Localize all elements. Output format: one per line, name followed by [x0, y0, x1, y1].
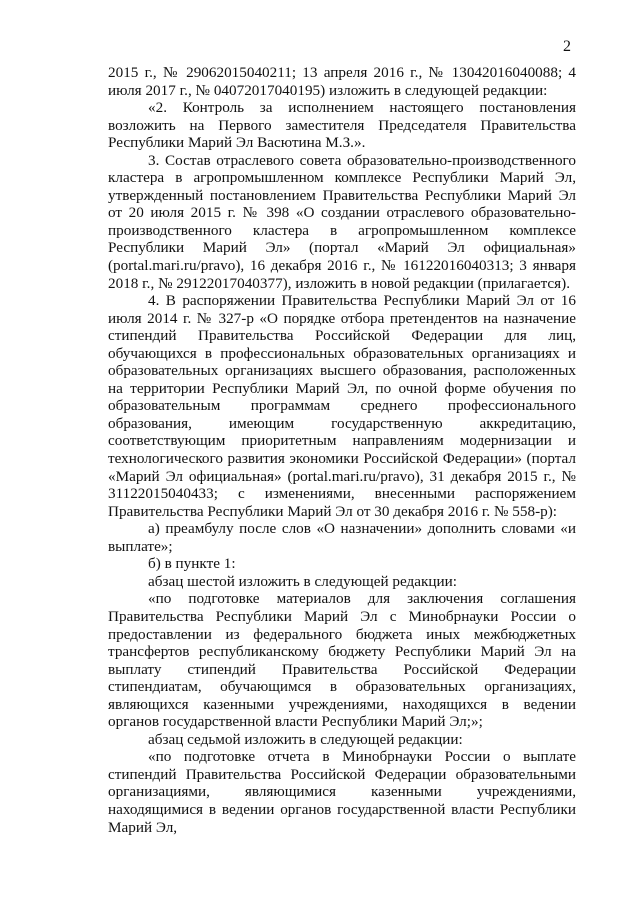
paragraph: абзац седьмой изложить в следующей редакции:	[148, 730, 463, 748]
paragraph: абзац шестой изложить в следующей редакции:	[148, 572, 457, 590]
paragraph: 2015 г., № 29062015040211; 13 апреля 2016 г., № 13042016040088; 4 июля 2017 г., № 04072017040195) изложить в следующей редакции:	[108, 64, 576, 99]
page-number: 2	[563, 38, 571, 55]
paragraph: «2. Контроль за исполнением настоящего постановления возложить на Первого заместителя Председателя Правительства Республики Марий Эл Васютина М.З.».	[108, 99, 576, 152]
paragraph: «по подготовке отчета в Минобрнауки России о выплате стипендий Правительства Российской Федерации образовательными организациями, являющимися казенными учреждениями, находящимися в ведении органов государственной власти Республики Марий Эл,	[108, 748, 576, 836]
paragraph: 4. В распоряжении Правительства Республики Марий Эл от 16 июля 2014 г. № 327-р «О порядке отбора претендентов на назначение стипендий Правительства Российской Федерации для лиц, обучающихся в профессиональных образовательных организациях и образовательных организациях высшего образования, расположенных на территории Республики Марий Эл, по очной форме обучения по образовательным программам среднего профессионального образования, имеющим государственную аккредитацию, соответствующим приоритетным направлениям модернизации и технологического развития экономики Российской Федерации» (портал «Марий Эл официальная» (portal.mari.ru/pravo), 31 декабря 2015 г., № 31122015040433; с изменениями, внесенными распоряжением Правительства Республики Марий Эл от 30 декабря 2016 г. № 558-р):	[108, 292, 576, 520]
paragraph: «по подготовке материалов для заключения соглашения Правительства Республики Марий Эл с Минобрнауки России о предоставлении из федерального бюджета иных межбюджетных трансфертов республиканскому бюджету Республики Марий Эл на выплату стипендий Правительства Российской Федерации стипендиатам, обучающимся в образовательных организациях, являющихся казенными учреждениями, находящихся в ведении органов государственной власти Республики Марий Эл;»;	[108, 590, 576, 731]
paragraph: б) в пункте 1:	[148, 555, 236, 573]
document-body	[108, 64, 576, 836]
paragraph: 3. Состав отраслевого совета образовательно-производственного кластера в агропромышленном комплексе Республики Марий Эл, утвержденный постановлением Правительства Республики Марий Эл от 20 июля 2015 г. № 398 «О создании отраслевого образовательно-производственного кластера в агропромышленном комплексе Республики Марий Эл» (портал «Марий Эл официальная» (portal.mari.ru/pravo), 16 декабря 2016 г., № 16122016040313; 3 января 2018 г., № 29122017040377), изложить в новой редакции (прилагается).	[108, 151, 576, 292]
paragraph: а) преамбулу после слов «О назначении» дополнить словами «и выплате»;	[108, 520, 576, 555]
